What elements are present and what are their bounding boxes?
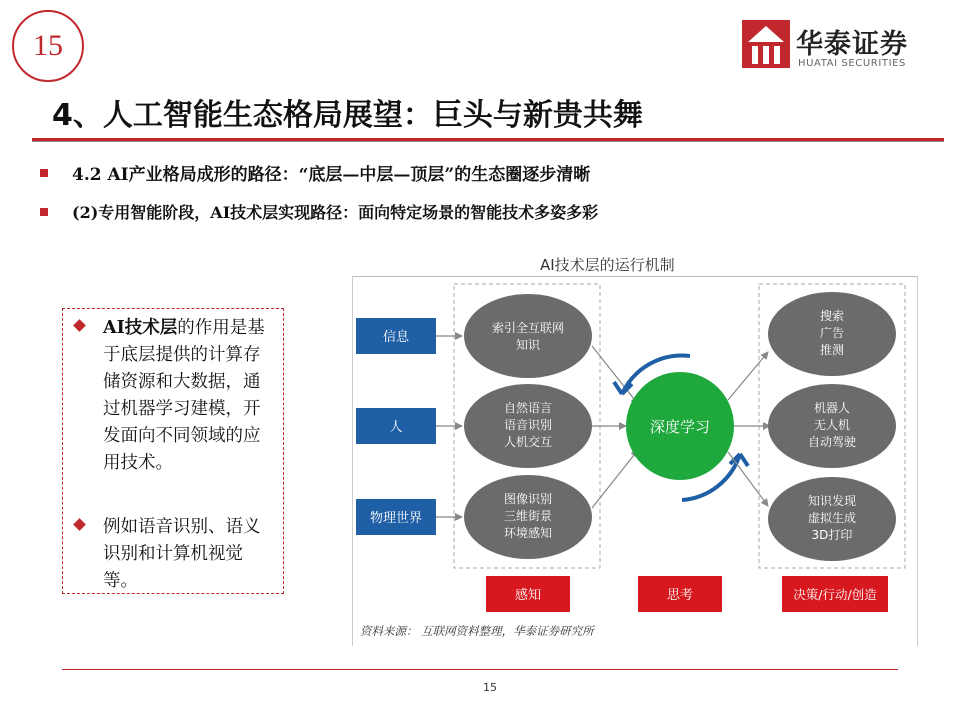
stage-action-label: 决策/行动/创造	[793, 587, 877, 602]
deep-learning-node	[626, 372, 734, 480]
output-node-3-line-1: 知识发现	[807, 494, 857, 508]
perception-node-2-line-2: 语音识别	[503, 418, 553, 432]
input-box-info	[356, 318, 436, 354]
footer-divider	[62, 669, 898, 670]
footer-page-number: 15	[483, 681, 497, 694]
summary-item-1-text	[103, 315, 275, 477]
stage-thinking-label: 思考	[666, 588, 694, 603]
diamond-bullet-icon	[73, 518, 86, 531]
stage-thinking	[638, 576, 722, 612]
bullet-text-2: (2)专用智能阶段，AI技术层实现路径：面向特定场景的智能技术多姿多彩	[72, 203, 599, 222]
input-label-physical-world: 物理世界	[369, 511, 423, 526]
bullet-square-icon	[40, 169, 48, 177]
source-note: 资料来源： 互联网资料整理，华泰证券研究所	[360, 624, 594, 638]
perception-node-3-line-3: 环境感知	[503, 526, 553, 540]
output-node-2	[768, 384, 896, 468]
summary-item-2	[75, 514, 275, 595]
page-number-badge: 15	[12, 10, 84, 82]
arrow	[728, 352, 768, 400]
input-box-person	[356, 408, 436, 444]
arrow	[592, 450, 638, 508]
output-node-1-line-3: 推测	[819, 343, 845, 357]
diamond-bullet-icon	[73, 319, 86, 332]
perception-node-1	[464, 294, 592, 378]
arrow	[728, 452, 768, 506]
summary-item-2-text: 例如语音识别、语义识别和计算机视觉等。	[103, 517, 261, 591]
output-node-3-line-2: 虚拟生成	[807, 511, 857, 525]
output-node-1-line-2: 广告	[819, 326, 845, 340]
input-label-person: 人	[389, 420, 403, 435]
input-box-physical-world	[356, 499, 436, 535]
output-node-3	[768, 477, 896, 561]
huatai-logo-icon	[742, 20, 790, 68]
summary-box	[62, 308, 284, 594]
stage-action	[782, 576, 888, 612]
output-node-2-line-2: 无人机	[813, 418, 851, 432]
perception-node-3-line-1: 图像识别	[503, 492, 553, 506]
title-divider-shadow	[32, 141, 944, 142]
page-title: 4、人工智能生态格局展望：巨头与新贵共舞	[52, 98, 643, 133]
deep-learning-label: 深度学习	[649, 418, 711, 436]
logo-name-cn: 华泰证券	[796, 29, 908, 60]
output-node-2-line-1: 机器人	[813, 401, 851, 415]
output-node-2-line-3: 自动驾驶	[807, 435, 857, 449]
arrow	[592, 346, 638, 404]
summary-item-1	[75, 315, 275, 477]
output-node-1-line-1: 搜索	[819, 309, 845, 323]
perception-node-2-line-3: 人机交互	[503, 435, 553, 449]
perception-node-3-line-2: 三维街景	[503, 509, 553, 523]
perception-node-2-line-1: 自然语言	[503, 401, 553, 415]
logo-name-en: HUATAI SECURITIES	[798, 58, 906, 69]
perception-node-2	[464, 384, 592, 468]
summary-item-1-rest: 的作用是基于底层提供的计算存储资源和大数据，通过机器学习建模，开发面向不同领域的应用技术。	[103, 318, 265, 473]
output-node-1	[768, 292, 896, 376]
ai-tech-layer-diagram	[352, 276, 918, 646]
input-label-info: 信息	[382, 330, 410, 345]
perception-node-3	[464, 475, 592, 559]
output-node-3-line-3: 3D打印	[811, 528, 853, 542]
bullet-square-icon	[40, 208, 48, 216]
perception-node-1-line-2: 知识	[515, 338, 541, 352]
stage-perception-label: 感知	[514, 588, 542, 603]
perception-node-1-line-1: 索引全互联网	[491, 321, 565, 335]
bullet-row-1	[40, 160, 590, 185]
summary-item-1-strong: AI技术层	[103, 318, 178, 338]
diagram-title: AI技术层的运行机制	[540, 256, 675, 274]
stage-perception	[486, 576, 570, 612]
bullet-row-2	[40, 200, 598, 223]
bullet-text-1: 4.2 AI产业格局成形的路径：“底层—中层—顶层”的生态圈逐步清晰	[72, 165, 591, 185]
huatai-logo	[742, 18, 952, 74]
